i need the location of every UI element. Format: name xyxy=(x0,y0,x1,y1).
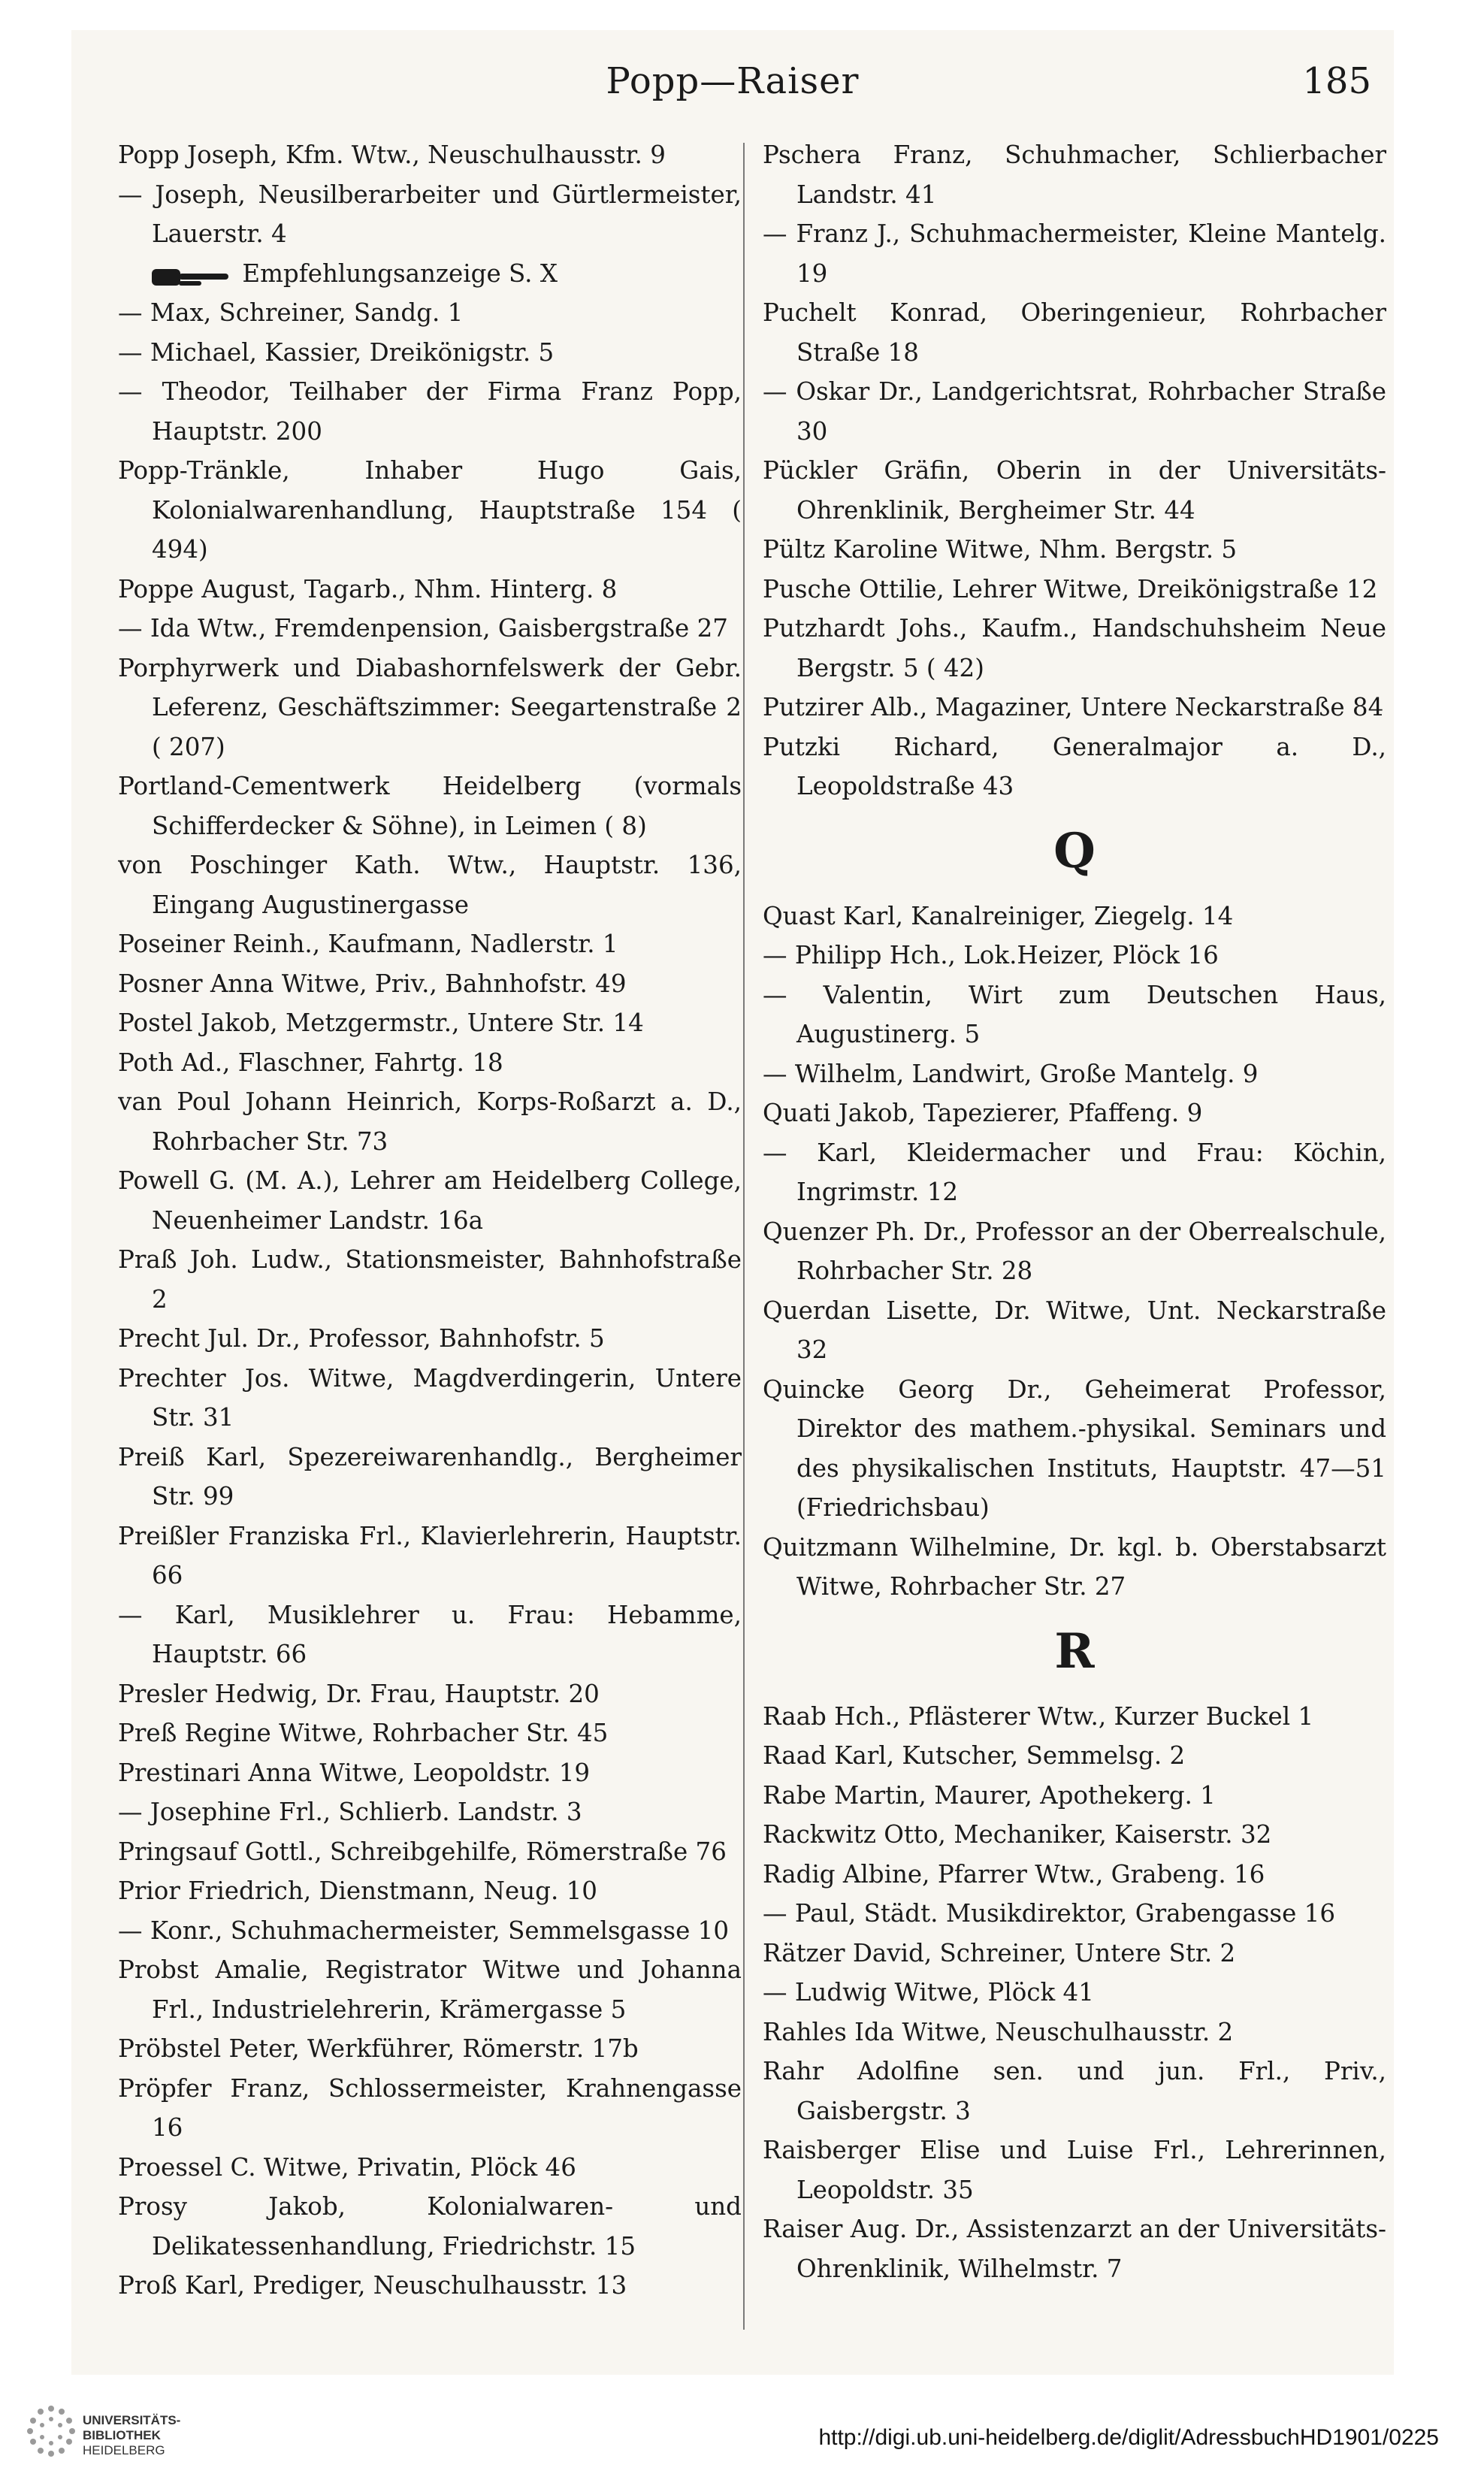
list-item: Poth Ad., Flaschner, Fahrtg. 18 xyxy=(118,1048,503,1077)
list-item: Pschera Franz, Schuhmacher, Schlierbacher Landstr. 41 xyxy=(763,141,1386,209)
list-item: Powell G. (M. A.), Lehrer am Heidelberg College, Neuenheimer Landstr. 16a xyxy=(118,1166,742,1235)
source-url[interactable]: http://digi.ub.uni-heidelberg.de/diglit/AdressbuchHD1901/0225 xyxy=(818,2425,1439,2450)
list-item: — Josephine Frl., Schlierb. Landstr. 3 xyxy=(118,1798,582,1826)
list-item: Pröpfer Franz, Schlossermeister, Krahnengasse 16 xyxy=(118,2073,742,2142)
list-item: Putzirer Alb., Magaziner, Untere Neckarstraße 84 xyxy=(763,693,1384,721)
list-item: Putzhardt Johs., Kaufm., Handschuhsheim Neue Bergstr. 5 ( 42) xyxy=(763,614,1386,682)
list-item: — Joseph, Neusilberarbeiter und Gürtlermeister, Lauerstr. 4 xyxy=(118,180,742,248)
library-seal-icon xyxy=(21,2401,81,2461)
list-item: Pusche Ottilie, Lehrer Witwe, Dreikönigstraße 12 xyxy=(763,574,1378,603)
list-item: Raab Hch., Pflästerer Wtw., Kurzer Buckel 1 xyxy=(763,1701,1314,1731)
list-item: Quati Jakob, Tapezierer, Pfaffeng. 9 xyxy=(763,1099,1203,1127)
page-number: 185 xyxy=(1302,60,1371,102)
list-item: Preiß Karl, Spezereiwarenhandlg., Bergheimer Str. 99 xyxy=(118,1442,742,1511)
page-footer xyxy=(0,2379,1484,2489)
list-item: Praß Joh. Ludw., Stationsmeister, Bahnhofstraße 2 xyxy=(118,1245,742,1314)
list-item: Quast Karl, Kanalreiniger, Ziegelg. 14 xyxy=(763,901,1234,930)
list-item: — Paul, Städt. Musikdirektor, Grabengasse 16 xyxy=(763,1899,1336,1928)
list-item: Presler Hedwig, Dr. Frau, Hauptstr. 20 xyxy=(118,1679,600,1708)
list-item: — Karl, Musiklehrer u. Frau: Hebamme, Hauptstr. 66 xyxy=(118,1600,742,1668)
list-item: Rackwitz Otto, Mechaniker, Kaiserstr. 32 xyxy=(763,1820,1272,1849)
list-item: Poppe August, Tagarb., Nhm. Hinterg. 8 xyxy=(118,574,618,603)
list-item: Postel Jakob, Metzgermstr., Untere Str. 14 xyxy=(118,1009,644,1037)
list-item: Pültz Karoline Witwe, Nhm. Bergstr. 5 xyxy=(763,535,1238,564)
list-item: — Max, Schreiner, Sandg. 1 xyxy=(118,298,464,327)
list-item: Prosy Jakob, Kolonialwaren- und Delikatessenhandlung, Friedrichstr. 15 xyxy=(118,2192,742,2261)
list-item: Radig Albine, Pfarrer Wtw., Grabeng. 16 xyxy=(763,1859,1265,1889)
list-item: Quitzmann Wilhelmine, Dr. kgl. b. Oberstabsarzt Witwe, Rohrbacher Str. 27 xyxy=(763,1532,1386,1601)
list-item: — Franz J., Schuhmachermeister, Kleine Mantelg. 19 xyxy=(763,219,1386,288)
list-item: Puchelt Konrad, Oberingenieur, Rohrbacher Straße 18 xyxy=(763,298,1386,367)
list-item: — Theodor, Teilhaber der Firma Franz Popp, Hauptstr. 200 xyxy=(118,377,742,446)
list-item: Pückler Gräfin, Oberin in der Universitäts-Ohrenklinik, Bergheimer Str. 44 xyxy=(763,456,1386,525)
list-item: — Ludwig Witwe, Plöck 41 xyxy=(763,1978,1094,2007)
list-item: — Oskar Dr., Landgerichtsrat, Rohrbacher Straße 30 xyxy=(763,377,1386,446)
list-item: Prior Friedrich, Dienstmann, Neug. 10 xyxy=(118,1877,597,1905)
list-item: Raisberger Elise und Luise Frl., Lehrerinnen, Leopoldstr. 35 xyxy=(763,2136,1386,2204)
list-item: von Poschinger Kath. Wtw., Hauptstr. 136, Eingang Augustinergasse xyxy=(118,851,742,919)
section-heading-q: Q xyxy=(1053,822,1096,879)
left-column xyxy=(118,135,742,2330)
list-item: Rabe Martin, Maurer, Apothekerg. 1 xyxy=(763,1780,1216,1810)
list-item: Quincke Georg Dr., Geheimerat Professor, Direktor des mathem.-physikal. Seminars und des physikalischen Instituts, Hauptstr. 47—51 (Friedrichsbau) xyxy=(763,1375,1386,1522)
list-item: Precht Jul. Dr., Professor, Bahnhofstr. 5 xyxy=(118,1324,605,1353)
list-item: — Konr., Schuhmachermeister, Semmelsgasse 10 xyxy=(118,1916,729,1945)
list-item: Putzki Richard, Generalmajor a. D., Leopoldstraße 43 xyxy=(763,732,1386,800)
list-item: Popp-Tränkle, Inhaber Hugo Gais, Kolonialwarenhandlung, Hauptstraße 154 ( 494) xyxy=(118,456,742,564)
list-item: — Ida Wtw., Fremdenpension, Gaisbergstraße 27 xyxy=(118,614,728,643)
list-item: — Michael, Kassier, Dreikönigstr. 5 xyxy=(118,337,555,367)
list-item: Raad Karl, Kutscher, Semmelsg. 2 xyxy=(763,1741,1186,1770)
list-item: — Valentin, Wirt zum Deutschen Haus, Augustinerg. 5 xyxy=(763,980,1386,1048)
section-heading-r: R xyxy=(1054,1623,1095,1680)
page-title: Popp—Raiser xyxy=(606,60,860,102)
list-item: van Poul Johann Heinrich, Korps-Roßarzt a. D., Rohrbacher Str. 73 xyxy=(118,1087,742,1156)
list-item: Quenzer Ph. Dr., Professor an der Oberrealschule, Rohrbacher Str. 28 xyxy=(763,1217,1386,1285)
list-item: Preß Regine Witwe, Rohrbacher Str. 45 xyxy=(118,1719,609,1747)
list-item: — Karl, Kleidermacher und Frau: Köchin, Ingrimstr. 12 xyxy=(763,1138,1386,1206)
list-item: Proß Karl, Prediger, Neuschulhausstr. 13 xyxy=(118,2271,627,2300)
list-item: Rätzer David, Schreiner, Untere Str. 2 xyxy=(763,1938,1236,1967)
list-item: Empfehlungsanzeige S. X xyxy=(118,254,742,294)
list-item: Poseiner Reinh., Kaufmann, Nadlerstr. 1 xyxy=(118,930,618,958)
right-column xyxy=(763,135,1386,2330)
list-item: Porphyrwerk und Diabashornfelswerk der Gebr. Leferenz, Geschäftszimmer: Seegartenstraße 2 ( 207) xyxy=(118,653,742,761)
list-item: Prestinari Anna Witwe, Leopoldstr. 19 xyxy=(118,1758,591,1787)
list-item: Rahles Ida Witwe, Neuschulhausstr. 2 xyxy=(763,2017,1234,2046)
list-item: Rahr Adolfine sen. und jun. Frl., Priv., Gaisbergstr. 3 xyxy=(763,2057,1386,2125)
list-item: Proessel C. Witwe, Privatin, Plöck 46 xyxy=(118,2152,576,2182)
list-item: Posner Anna Witwe, Priv., Bahnhofstr. 49 xyxy=(118,969,627,998)
list-item: Pröbstel Peter, Werkführer, Römerstr. 17b xyxy=(118,2034,639,2063)
column-divider xyxy=(743,143,745,2330)
list-item: Raiser Aug. Dr., Assistenzarzt an der Universitäts-Ohrenklinik, Wilhelmstr. 7 xyxy=(763,2215,1386,2283)
document-page xyxy=(71,30,1394,2375)
list-item: — Philipp Hch., Lok.Heizer, Plöck 16 xyxy=(763,941,1219,969)
page-header xyxy=(71,60,1394,120)
list-item: Portland-Cementwerk Heidelberg (vormals Schifferdecker & Söhne), in Leimen ( 8) xyxy=(118,772,742,840)
list-item: Querdan Lisette, Dr. Witwe, Unt. Neckarstraße 32 xyxy=(763,1296,1386,1364)
list-item: Preißler Franziska Frl., Klavierlehrerin, Hauptstr. 66 xyxy=(118,1521,742,1589)
list-item: Probst Amalie, Registrator Witwe und Johanna Frl., Industrielehrerin, Krämergasse 5 xyxy=(118,1955,742,2024)
list-item: Prechter Jos. Witwe, Magdverdingerin, Untere Str. 31 xyxy=(118,1363,742,1432)
list-item: Pringsauf Gottl., Schreibgehilfe, Römerstraße 76 xyxy=(118,1837,727,1866)
pointing-hand-icon xyxy=(152,262,234,288)
library-name: UNIVERSITÄTS- BIBLIOTHEK HEIDELBERG xyxy=(83,2413,181,2457)
list-item: — Wilhelm, Landwirt, Große Mantelg. 9 xyxy=(763,1059,1259,1088)
list-item: Popp Joseph, Kfm. Wtw., Neuschulhausstr. 9 xyxy=(118,141,666,169)
